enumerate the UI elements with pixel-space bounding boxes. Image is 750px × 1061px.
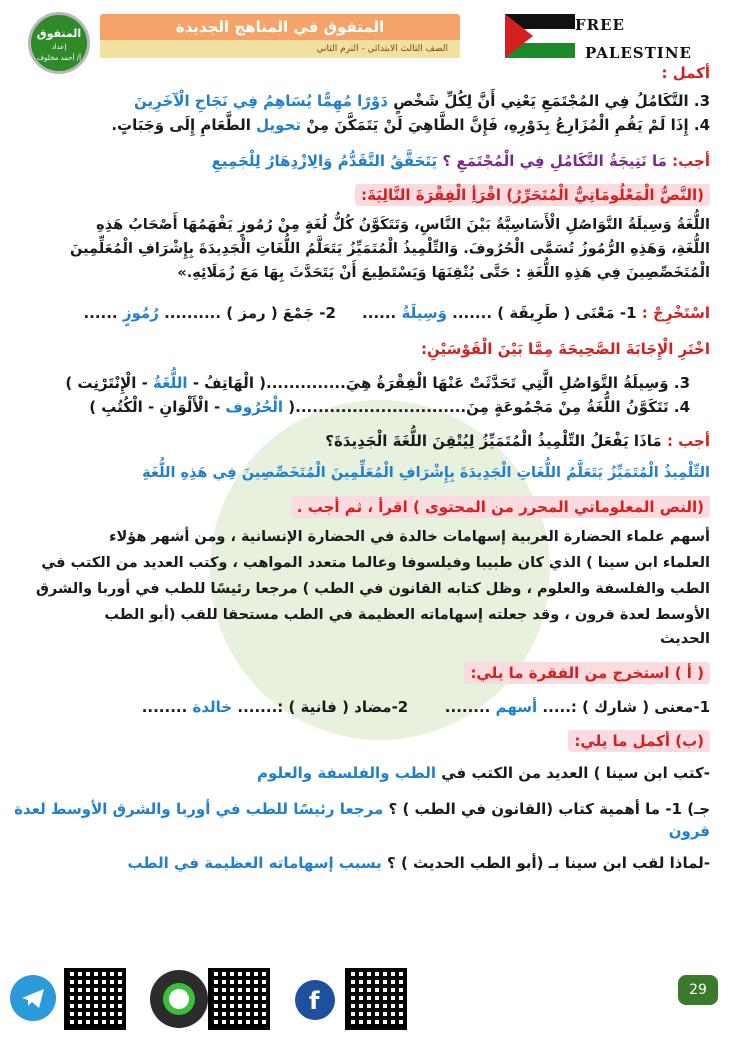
section3-title: (النَّصُّ الْمَعْلُومَاتِيُّ الْمُتَحَرِّرُ) اقْرَأِ الْفِقْرَةَ التَّالِيَةَ: [34,184,710,206]
paragraph-line: الْمُتَخَصِّصِينَ فِي هَذِهِ اللُّغَةِ : حَتَّى يُتْقِنَهَا وَيَسْتَطِيعَ أَنْ يَتَحَدَّثَ بِهَا مَعَ زُمَلَائِهِ.» [177,265,710,281]
section9-item-3: -لماذا لقب ابن سينا بـ (أبو الطب الحديث ) ؟ بسبب إسهاماته العظيمة في الطب [127,854,710,872]
answer-text: بسبب إسهاماته العظيمة في الطب [127,854,382,872]
section7-title: (النص المعلوماتي المحرر من المحتوى ) اقرأ ، ثم أجب . [34,496,710,518]
logo-sub-text: إعداد [51,43,67,51]
banner-subtitle-bar [100,40,460,58]
answer-text: الْحُرُوف [225,398,284,416]
section9-item-2: جـ) 1- ما أهمية كتاب (القانون في الطب ) ؟ مرجعا رئيسًا للطب في أوربا والشرق الأوسط لعدة [14,800,710,818]
page-number: 29 [678,975,718,1005]
whatsapp-icon[interactable] [150,970,208,1028]
answer-text: خالدة [192,698,233,716]
section6-question: أجب : مَاذَا يَفْعَلُ التِّلْمِيذُ الْمُتَمَيِّزُ لِيُتْقِنَ اللُّغَةَ الْجَدِيدَةَ؟ [325,432,710,450]
answer-text: دَوْرًا مُهِمًّا يُسَاهِمُ فِي نَجَاحِ الْآخَرِينَ [134,92,388,110]
answer-text: تحويل [256,116,302,134]
answer-text: الطب والفلسفة والعلوم [257,764,437,782]
section9-heading: (ب) أكمل ما يلي: [34,730,710,752]
section1-item-4: 4. إِذَا لَمْ يَقُمِ الْمُزَارِعُ بِدَوْرِهِ، فَإِنَّ الطَّاهِيَ لَنْ يَتَمَكَّنَ مِنْ تحويل الطَّعَامِ إِلَى وَجَبَاتٍ. [111,116,710,134]
logo-main-text: المتفوق [36,27,82,40]
qr-code-whatsapp[interactable] [208,968,270,1030]
facebook-icon[interactable] [295,980,335,1020]
paragraph-line: أسهم علماء الحضارة العربية إسهامات خالدة في الحضارة الإنسانية ، ومن أشهر هؤلاء [109,529,710,545]
paragraph-line: اللُّغَةِ، وَهَذِهِ الرُّمُوزُ تُسَمَّى الْحُرُوفَ. وَالتِّلْمِيذُ الْمُتَمَيِّزُ يَتَعَلَّمُ اللُّغَاتِ الْجَدِيدَةَ بِإِشْرَافِ الْمُعَلِّمِينَ [70,241,710,257]
banner-subtitle: الصف الثالث الابتدائي - الترم الثاني [316,44,448,54]
qr-code-facebook[interactable] [345,968,407,1030]
section9-item-2-cont: قرون [668,822,710,840]
answer-text: اللُّغَةُ [153,374,188,392]
paragraph-line: اللُّغَةُ وَسِيلَةُ التَّوَاصُلِ الْأَسَاسِيَّةُ بَيْنَ النَّاسِ، وَتَتَكَوَّنُ كُلُّ لُغَةٍ مِنْ رُمُوزٍ يَفْهَمُهَا أَصْحَابُ هَذِهِ [96,217,710,233]
paragraph-line: الحديث [659,631,710,647]
palestine-flag-icon [505,14,575,58]
answer-text: رُمُوزٍ [122,304,159,322]
paragraph-line: الطب والفلسفة والعلوم ، وظل كتابه القانون في الطب ) مرجعا رئيسًا للطب في أوربا والشرق [35,581,710,597]
section9-item-1: -كتب ابن سينا ) العديد من الكتب في الطب والفلسفة والعلوم [257,764,710,782]
section8-items: 1-معنى ( شارك ) :..... أسهم ........ 2-مضاد ( فانية ) :....... خالدة ........ [141,698,710,716]
answer-text: مرجعا رئيسًا للطب في أوربا والشرق الأوسط لعدة [14,800,384,818]
paragraph-line: الأوسط لعدة قرون ، وقد جعلته إسهاماته العظيمة في الطب مستحقا للقب (أبو الطب [104,607,710,623]
qr-code-telegram[interactable] [64,968,126,1030]
section8-heading: ( أ ) استخرج من الفقرة ما يلي: [34,662,710,684]
banner-title: المتفوق في المناهج الجديدة [175,18,385,36]
free-label: FREE [575,16,625,34]
logo-author-text: أ/ أحمد مخلوف [36,54,82,62]
answer-text: يَتَحَقَّقُ التَّقَدُّمُ وَالِازْدِهَارُ لِلْجَمِيعِ [211,152,438,170]
section2-question: أجب: مَا نَتِيجَةُ التَّكَامُلِ فِي الْمُجْتَمَعِ ؟ يَتَحَقَّقُ التَّقَدُّمُ وَالِازْدِهَارُ لِلْجَمِيعِ [211,152,710,170]
section1-item-3: 3. التَّكَامُلُ فِي المُجْتَمَعِ يَعْنِي أَنَّ لِكُلِّ شَخْصٍ دَوْرًا مُهِمًّا يُسَاهِمُ فِي نَجَاحِ الْآخَرِينَ [134,92,710,110]
section5-item-3: 3. وَسِيلَةُ التَّوَاصُلِ الَّتِي تَحَدَّثَتْ عَنْهَا الْفِقْرَةُ هِيَ..............( الْهَاتِفُ - اللُّغَةُ - الْإِنْتَرْنِت ) [65,374,690,392]
answer-text: وَسِيلَةُ [401,304,447,322]
section6-answer: التِّلْمِيذُ الْمُتَمَيِّزُ يَتَعَلَّمُ اللُّغَاتِ الْجَدِيدَةَ بِإِشْرَافِ الْمُعَلِّمِينَ الْمُتَخَصِّصِينَ فِي هَذِهِ اللُّغَةِ [142,465,710,481]
svg-text:f: f [309,987,320,1015]
section4-extract: اسْتَخْرِجْ : 1- مَعْنَى ( طَرِيقَة ) ....... وَسِيلَةُ ...... 2- جَمْعَ ( رمز ) .......... رُمُوزٍ ...... [83,304,710,322]
palestine-label: PALESTINE [585,44,692,62]
paragraph-line: العلماء ابن سينا ) الذي كان طبيبا وفيلسوفا وعالما متعدد المواهب ، وكتب العديد من الكتب في [41,555,710,571]
answer-text: أسهم [495,698,538,716]
section5-item-4: 4. تَتَكَوَّنُ اللُّغَةُ مِنْ مَجْمُوعَةٍ مِنَ..............................( الْحُرُوف - الْأَلْوَانِ - الْكُتُبِ ) [89,398,690,416]
telegram-icon[interactable] [10,975,56,1021]
section5-heading: اخْتَرِ الْإِجَابَةَ الصَّحِيحَةَ مِمَّا بَيْنَ الْقَوْسَيْنِ: [421,340,710,358]
section1-heading: أكمل : [661,64,710,82]
